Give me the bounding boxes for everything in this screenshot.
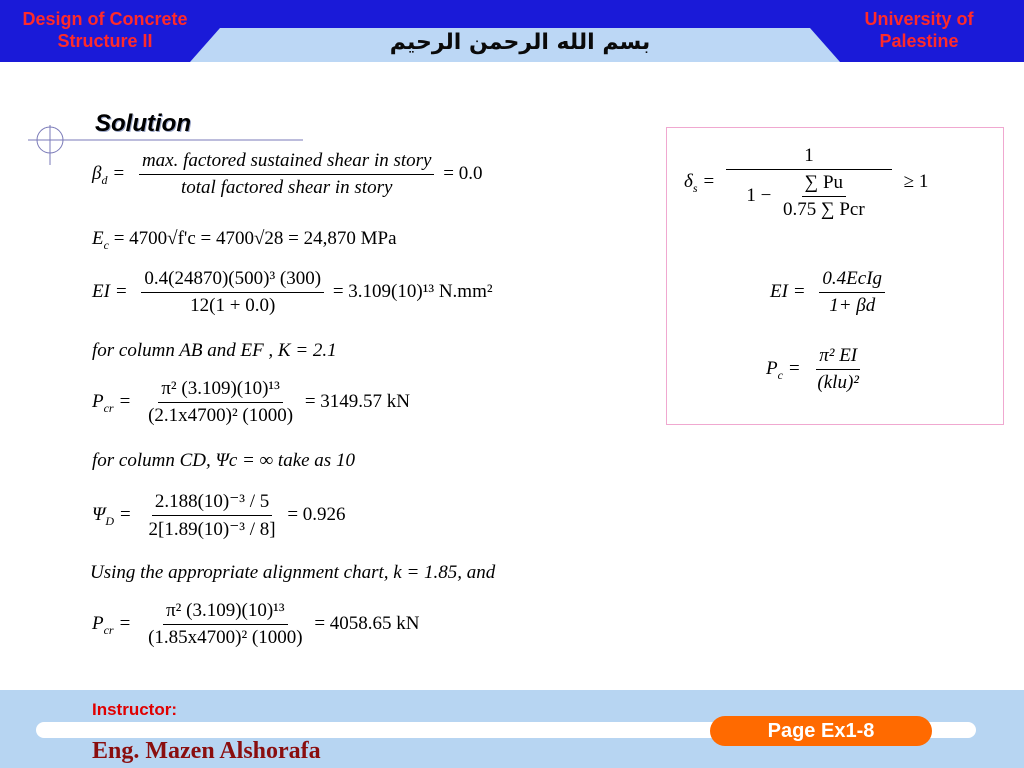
pc-formula-num: π² EI <box>816 345 860 370</box>
delta-formula: $\delta_s$ = 1 1 − $\frac{\sum Pu}{\text{0.75 ∑ Pcr}}$ ≥ 1 <box>684 145 929 220</box>
ei-formula-den: 1+ βd <box>829 295 876 316</box>
page-number: Page Ex1-8 <box>710 716 932 746</box>
ei-equation: EI = $\frac{\text{0.4(24870)(500)³ (300)}}{12(1 + 0.0)}$ = 3.109(10)¹³ N.mm² <box>92 268 493 316</box>
delta-den-prefix: 1 − <box>746 184 772 206</box>
university-line1: University of <box>864 9 974 29</box>
pc-formula-den: (klu)² <box>817 372 859 393</box>
pcr1-result: = 3149.57 kN <box>304 390 411 412</box>
instructor-label: Instructor: <box>92 700 177 719</box>
k-line: for column AB and EF , K = 2.1 <box>92 340 337 361</box>
ei-formula-num: 0.4EcIg <box>819 268 885 293</box>
pcr1-numerator: π² (3.109)(10)¹³ <box>158 378 283 403</box>
delta-inner-den: 0.75 ∑ Pcr <box>783 199 865 220</box>
solution-heading: Solution <box>95 110 191 137</box>
delta-numerator: 1 <box>726 145 892 170</box>
beta-result: = 0.0 <box>443 162 483 184</box>
pcr1-denominator: (2.1x4700)² (1000) <box>148 405 294 426</box>
course-title-line2: Structure II <box>57 31 153 51</box>
ec-equation: $E_c = 4700√f'c = 4700√28 = 24,870$ MPa <box>92 228 397 252</box>
chart-line: Using the appropriate alignment chart, k = 1.85, and <box>90 562 496 583</box>
ei-numerator: 0.4(24870)(500)³ (300) <box>141 268 324 293</box>
university-line2: Palestine <box>879 31 959 51</box>
beta-equation: $\beta_d$ = $\frac{\text{max. factored sustained shear in story}}{\text{total factored shear in story}}$ = 0.0 <box>92 150 483 198</box>
instructor-name: Eng. Mazen Alshorafa <box>92 738 321 764</box>
delta-inner-num: ∑ Pu <box>802 172 846 197</box>
psi-equation: $\Psi_D$ = $\frac{\text{2.188(10)⁻³ / 5}}{\text{2[1.89(10)⁻³ / 8]}}$ = 0.926 <box>92 491 346 540</box>
ei-denominator: 12(1 + 0.0) <box>190 295 276 316</box>
psi-numerator: 2.188(10)⁻³ / 5 <box>152 490 272 516</box>
university-name <box>830 8 1008 52</box>
beta-numerator: max. factored sustained shear in story <box>139 150 435 175</box>
pcr2-equation: $P_{cr}$ = $\frac{\text{π² (3.109)(10)¹³}}{\text{(1.85x4700)² (1000)}}$ = 4058.65 kN <box>92 600 420 648</box>
psi-denominator: 2[1.89(10)⁻³ / 8] <box>148 519 276 540</box>
ec-expression: = 4700√f'c = 4700√28 = 24,870 MPa <box>113 228 397 249</box>
course-title-line1: Design of Concrete <box>22 9 188 29</box>
ei-formula: EI = $\frac{\text{0.4EcIg}}{1+ \beta d}$ <box>770 268 889 317</box>
basmala: بسم الله الرحمن الرحيم <box>389 30 651 55</box>
course-title <box>0 8 210 52</box>
pcr2-result: = 4058.65 kN <box>314 612 420 634</box>
ei-result: = 3.109(10)¹³ N.mm² <box>332 280 493 302</box>
psi-result: = 0.926 <box>287 503 346 525</box>
cd-line: for column CD, Ψc = ∞ take as 10 <box>92 450 355 471</box>
beta-denominator: total factored shear in story <box>180 177 393 198</box>
delta-condition: ≥ 1 <box>903 171 929 193</box>
pc-formula: $P_c$ = $\frac{\text{π² EI}}{\text{(klu)²}}$ <box>766 345 866 394</box>
pcr1-equation: $P_{cr}$ = $\frac{\text{π² (3.109)(10)¹³}}{\text{(2.1x4700)² (1000)}}$ = 3149.57 kN <box>92 378 411 426</box>
pcr2-denominator: (1.85x4700)² (1000) <box>148 627 303 648</box>
pcr2-numerator: π² (3.109)(10)¹³ <box>163 600 288 625</box>
